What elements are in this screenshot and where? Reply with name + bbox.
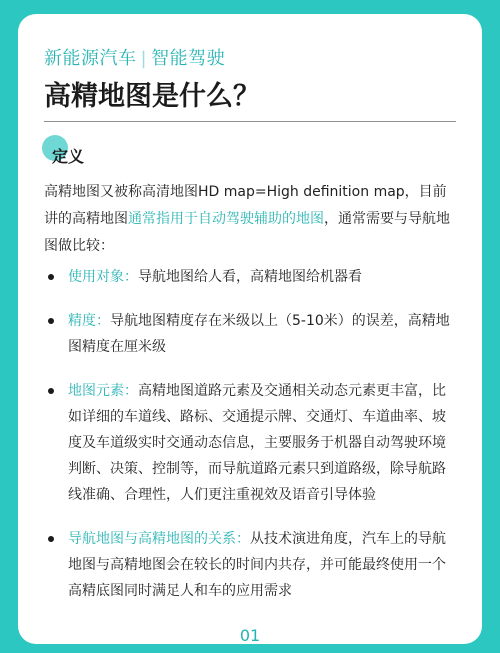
intro-text-2: ，通常需要与导航地图做比较： — [44, 211, 450, 254]
list-item — [42, 378, 458, 508]
bullet-dot-icon — [48, 318, 54, 324]
intro-highlight: 通常指用于自动驾驶辅助的地图 — [128, 211, 324, 227]
bullet-term: 精度： — [68, 313, 110, 329]
category-header — [44, 44, 225, 70]
bullet-dot-icon — [48, 536, 54, 542]
list-item — [42, 526, 458, 604]
bullet-text: 导航地图给人看，高精地图给机器看 — [138, 269, 362, 285]
bullet-term: 地图元素： — [68, 383, 138, 399]
intro-paragraph — [44, 179, 458, 260]
bullet-dot-icon — [48, 274, 54, 280]
category-separator: | — [140, 48, 148, 69]
bullet-text: 高精地图道路元素及交通相关动态元素更丰富，比如详细的车道线、路标、交通提示牌、交通灯、车道曲率、坡度及车道级实时交通动态信息，主要服务于机器自动驾驶环境判断、决策、控制等，而导航道路元素只到道路级，除导航路线准确、合理性，人们更注重视效及语音引导体验 — [68, 383, 446, 503]
bullet-term: 导航地图与高精地图的关系： — [68, 531, 250, 547]
list-item — [42, 264, 458, 290]
bullet-dot-icon — [48, 388, 54, 394]
bullet-text: 导航地图精度存在米级以上（5-10米）的误差，高精地图精度在厘米级 — [68, 313, 450, 355]
content-card — [18, 14, 482, 644]
page-number: 01 — [239, 626, 261, 644]
category-label: 新能源汽车 — [44, 48, 137, 69]
subcategory-label: 智能驾驶 — [151, 48, 226, 69]
intro-text-1: 高精地图又被称高清地图HD map=High definition map，目前讲的高精地图 — [44, 184, 447, 227]
bullet-term: 使用对象： — [68, 269, 138, 285]
list-item — [42, 308, 458, 360]
title-divider — [44, 121, 456, 122]
page-title: 高精地图是什么？ — [44, 81, 260, 112]
comparison-list — [42, 264, 458, 622]
bullet-text: 从技术演进角度，汽车上的导航地图与高精地图会在较长的时间内共存，并可能最终使用一个高精底图同时满足人和车的应用需求 — [68, 531, 446, 599]
section-title: 定义 — [52, 147, 85, 166]
